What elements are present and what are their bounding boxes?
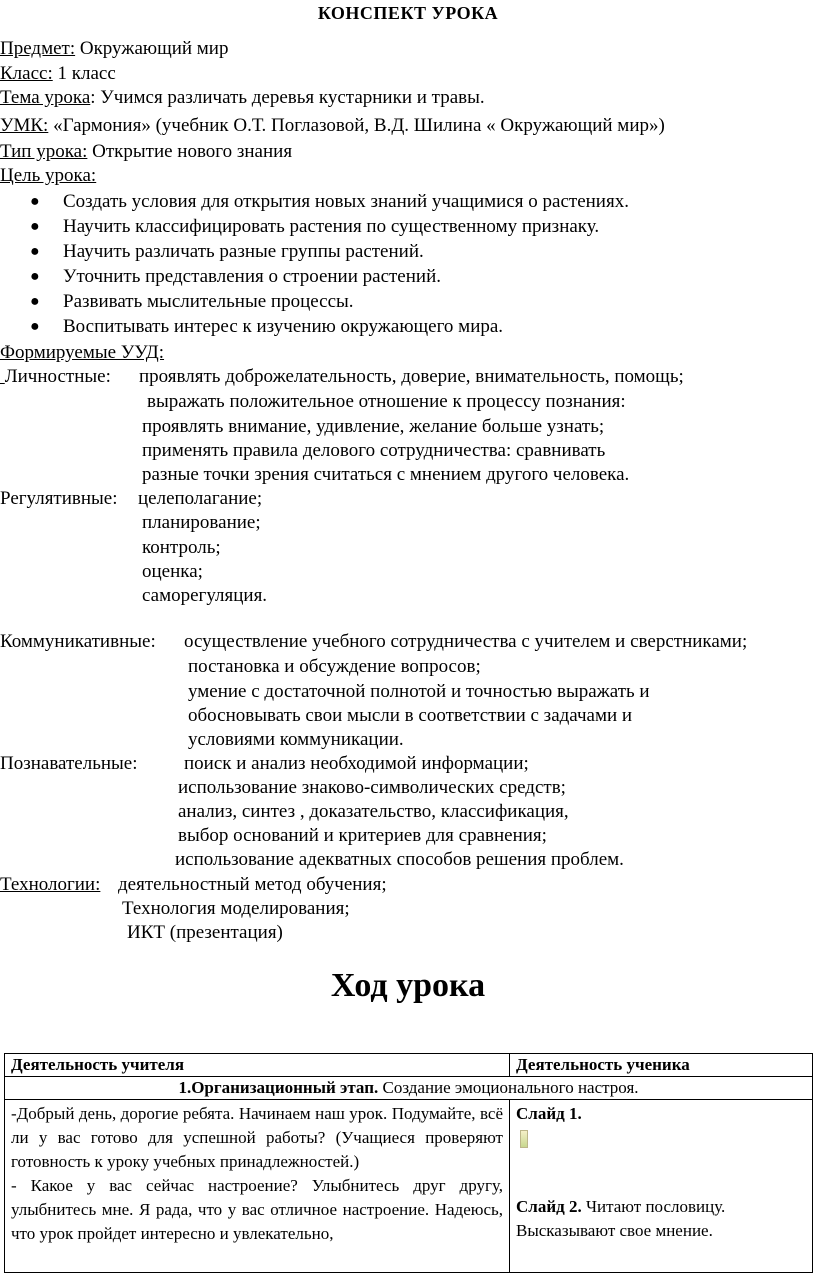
document-title: КОНСПЕКТ УРОКА [317, 3, 499, 23]
bullet-icon: ● [30, 318, 40, 335]
table-row [5, 1100, 813, 1273]
cognitive-label: Познавательные: [0, 753, 138, 774]
technologies-line: Технология моделирования; [122, 898, 350, 919]
student-activity-cell [510, 1100, 813, 1273]
bullet-icon: ● [30, 218, 40, 235]
regulatory-line: контроль; [142, 537, 221, 558]
teacher-paragraph: -Добрый день, дорогие ребята. Начинаем наш урок. Подумайте, всё ли у вас готово для успешной работы? (Учащиеся проверяют готовность к уроку учебных принадлежностей.) [11, 1104, 503, 1171]
uud-heading: Формируемые УУД: [0, 342, 165, 363]
technologies-line: деятельностный метод обучения; [118, 874, 387, 895]
slide-2-block [516, 1195, 806, 1243]
meta-topic-label: Тема урока [0, 87, 91, 108]
communicative-line: осуществление учебного сотрудничества с учителем и сверстниками; [184, 631, 748, 652]
communicative-line: обосновывать свои мысли в соответствии с задачами и [188, 705, 633, 726]
cognitive-line: анализ, синтез , доказательство, классификация, [178, 801, 569, 822]
bullet-icon: ● [30, 268, 40, 285]
bullet-icon: ● [30, 193, 40, 210]
cognitive-line: поиск и анализ необходимой информации; [184, 753, 529, 774]
meta-lesson-type-value: Открытие нового знания [87, 141, 293, 162]
col-teacher-header: Деятельность учителя [5, 1054, 510, 1077]
stage-1-title: 1.Организационный этап. [178, 1078, 379, 1097]
meta-subject [0, 38, 228, 60]
meta-topic [0, 87, 485, 109]
bullet-icon: ● [30, 293, 40, 310]
meta-subject-value: Окружающий мир [75, 38, 229, 59]
meta-subject-label: Предмет: [0, 38, 76, 59]
regulatory-line: саморегуляция. [142, 585, 268, 606]
slide-2-label: Слайд 2. [516, 1197, 582, 1216]
stage-1-cell [5, 1077, 813, 1100]
personal-label: Личностные: [4, 366, 111, 387]
communicative-line: умение с достаточной полнотой и точностью выражать и [188, 681, 650, 702]
teacher-paragraph: - Какое у вас сейчас настроение? Улыбнитесь друг другу, улыбнитесь мне. Я рада, что у вас отличное настроение. Надеюсь, что урок пройдет интересно и увлекательно, [11, 1176, 503, 1243]
personal-line: проявлять внимание, удивление, желание больше узнать; [142, 416, 605, 437]
meta-topic-value: : Учимся различать деревья кустарники и травы. [90, 87, 485, 108]
meta-umk-label: УМК: [0, 115, 49, 136]
meta-class [0, 63, 116, 85]
regulatory-label: Регулятивные: [0, 488, 118, 509]
communicative-label: Коммуникативные: [0, 631, 156, 652]
slide-2-text: Читают пословицу. Высказывают свое мнение. [516, 1197, 726, 1240]
meta-goal-label: Цель урока: [0, 165, 97, 186]
teacher-activity-cell [5, 1100, 510, 1273]
meta-class-value: 1 класс [52, 63, 116, 84]
meta-goal [0, 165, 96, 187]
regulatory-line: оценка; [142, 561, 203, 582]
communicative-line: условиями коммуникации. [188, 729, 404, 750]
col-student-header: Деятельность ученика [510, 1054, 813, 1077]
personal-line: выражать положительное отношение к процессу познания: [147, 391, 626, 412]
regulatory-line: целеполагание; [138, 488, 263, 509]
personal-line: проявлять доброжелательность, доверие, внимательность, помощь; [139, 366, 684, 387]
stage-row [5, 1077, 813, 1100]
cognitive-line: использование знаково-символических средств; [178, 777, 566, 798]
meta-umk [0, 115, 665, 137]
meta-umk-value: «Гармония» (учебник О.Т. Поглазовой, В.Д. Шилина « Окружающий мир») [48, 115, 665, 136]
regulatory-line: планирование; [142, 512, 261, 533]
cognitive-line: выбор оснований и критериев для сравнения; [178, 825, 547, 846]
bullet-icon: ● [30, 243, 40, 260]
slide-1-label: Слайд 1. [516, 1104, 582, 1123]
personal-line: применять правила делового сотрудничества: сравнивать [142, 440, 606, 461]
slide-thumbnail-image [520, 1130, 528, 1148]
technologies-line: ИКТ (презентация) [127, 922, 283, 943]
lesson-heading: Ход урока [330, 967, 486, 1004]
table-header-row [5, 1054, 813, 1077]
meta-class-label: Класс: [0, 63, 53, 84]
cognitive-line: использование адекватных способов решения проблем. [175, 849, 624, 870]
personal-line: разные точки зрения считаться с мнением другого человека. [142, 464, 630, 485]
technologies-label: Технологии: [0, 874, 101, 895]
meta-lesson-type [0, 141, 292, 163]
communicative-line: постановка и обсуждение вопросов; [188, 656, 481, 677]
meta-lesson-type-label: Тип урока: [0, 141, 88, 162]
stage-1-desc: Создание эмоционального настроя. [378, 1078, 639, 1097]
lesson-table [4, 1053, 813, 1273]
